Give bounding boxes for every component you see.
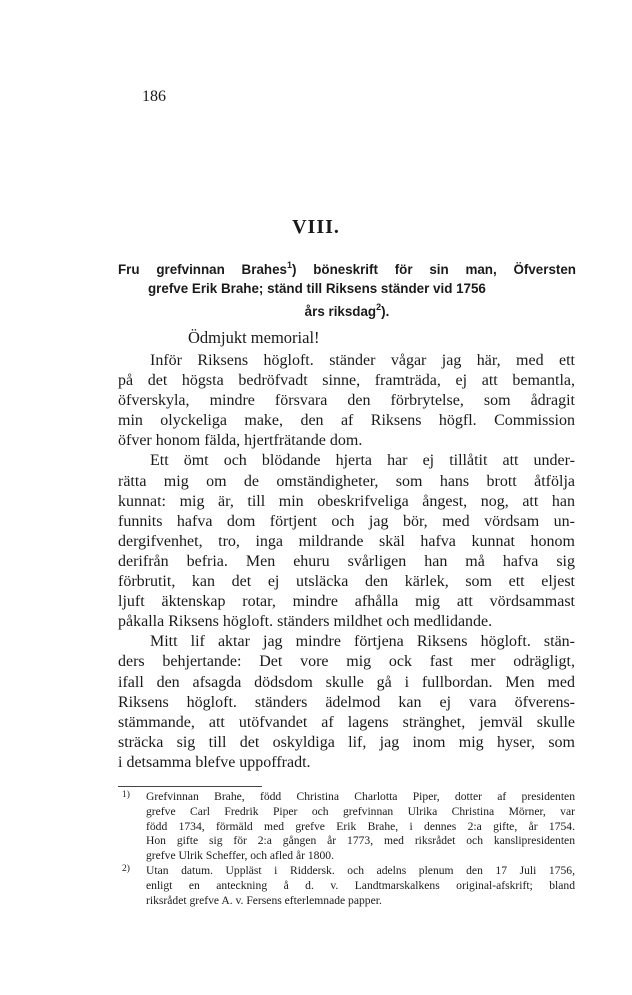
body-line: Mitt lif aktar jag mindre förtjena Riksens högloft. stän- <box>150 633 575 651</box>
footnote-line: grefve Ulrik Scheffer, och afled år 1800. <box>146 849 334 863</box>
page-number: 186 <box>142 88 166 105</box>
footnote-divider <box>118 786 262 787</box>
footnote-mark: 1) <box>122 790 130 800</box>
body-line: i detsamma blefve uppoffradt. <box>118 753 311 771</box>
footnote-line: Utan datum. Uppläst i Riddersk. och adelns plenum den 17 Juli 1756, <box>146 863 575 877</box>
footnote-line: riksrådet grefve A. v. Fersens efterlemnade papper. <box>146 893 382 907</box>
body-line: Ett ömt och blödande hjerta har ej tillåtit att under- <box>150 452 575 470</box>
salutation: Ödmjukt memorial! <box>188 328 320 347</box>
body-line: ljuft äktenskap rotar, mindre afhålla mig att vördsammast <box>118 593 575 611</box>
body-line: rätta mig om de omständigheter, som hans brott åtfölja <box>118 472 575 490</box>
body-line: ders behjertande: Det vore mig ock fast mer odrägligt, <box>118 653 575 671</box>
body-line: ifall den afsagda dödsdom skulle gå i fullbordan. Men med <box>118 673 575 691</box>
body-line: min olyckeliga make, den af Riksens högfl. Commission <box>118 412 575 430</box>
footnote-mark: 2) <box>122 863 130 874</box>
body-line: öfver honom fälda, hjertfrätande dom. <box>118 432 363 450</box>
body-line: Inför Riksens högloft. ständer vågar jag här, med ett <box>150 352 575 369</box>
body-line: derifrån befria. Men ehuru svårligen han må hafva sig <box>118 552 575 570</box>
footnote-line: enligt en anteckning å d. v. Landtmarskalkens original-afskrift; bland <box>146 878 575 892</box>
body-text <box>118 351 575 773</box>
section-numeral: VIII. <box>292 216 340 238</box>
footnotes <box>118 790 575 908</box>
footnote-line: född 1734, förmäld med grefve Erik Brahe, i dennes 2:a gifte, år 1754. <box>146 819 575 833</box>
body-line: öfverskyla, mindre försvara den förbrytelse, som ådragit <box>118 392 575 410</box>
heading-line-2: grefve Erik Brahe; ständ till Riksens ständer vid 1756 <box>148 281 486 296</box>
body-line: på det högsta bedröfvadt sinne, framträda, ej att bemantla, <box>118 372 575 390</box>
heading-line-1: Fru grefvinnan Brahes$^1$) böneskrift för sin man, Öfversten <box>118 260 576 277</box>
body-line: förbrutit, kan det ej utsläcka den kärlek, som ett eljest <box>118 573 575 591</box>
body-line: dergifvenhet, tro, inga mildrande skäl hafva kunnat honom <box>118 532 575 550</box>
footnote-line: Grefvinnan Brahe, född Christina Charlotta Piper, dotter af presidenten <box>146 790 575 803</box>
footnote-line: Hon gifte sig för 2:a gången år 1773, med riksrådet och kanslipresidenten <box>146 834 575 848</box>
body-line: sträcka sig till det oskyldiga lif, jag inom mig hyser, som <box>118 733 575 751</box>
body-line: Riksens högloft. ständers ädelmod kan ej vara öfverens- <box>118 693 575 711</box>
body-line: funnits hafva dom förtjent och jag bör, med vördsam un- <box>118 512 575 530</box>
heading-line-3: års riksdag$^2$). <box>304 302 390 319</box>
footnote-2 <box>118 864 575 908</box>
document-heading <box>118 256 576 321</box>
footnote-ref-2: 2 <box>376 302 382 312</box>
body-line: stämmande, att utöfvandet af lagens stränghet, jemväl skulle <box>118 713 575 731</box>
body-line: kunnat: mig är, till min obeskrifveliga ångest, nog, att han <box>118 492 575 510</box>
body-line: påkalla Riksens högloft. ständers mildhet och medlidande. <box>118 613 493 631</box>
footnote-line: grefve Carl Fredrik Piper och grefvinnan Ulrika Christina Mörner, var <box>146 804 575 818</box>
footnote-1 <box>118 790 575 864</box>
footnote-ref-1: 1 <box>286 260 292 270</box>
